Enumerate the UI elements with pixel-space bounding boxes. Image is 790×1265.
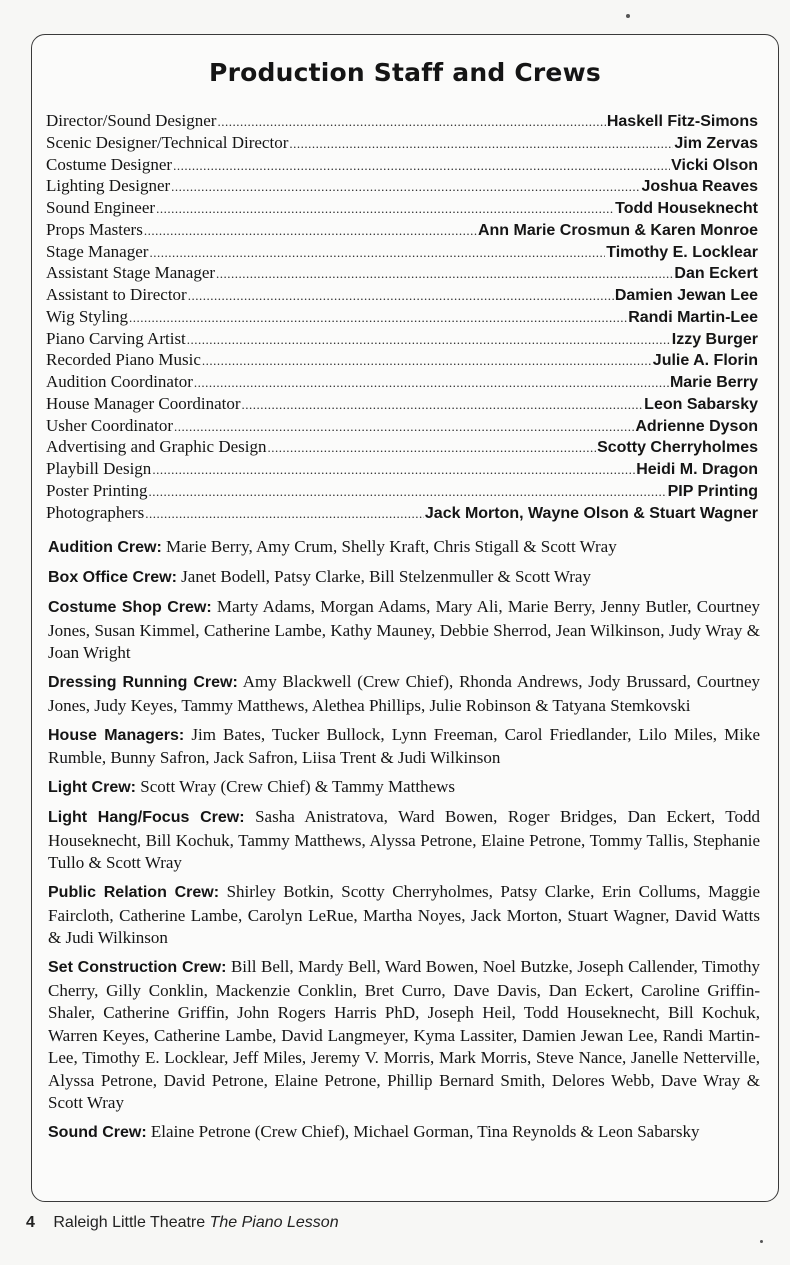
dot-leader [242,394,644,416]
crew-members: Bill Bell, Mardy Bell, Ward Bowen, Noel Butzke, Joseph Callender, Timothy Cherry, Gilly Conklin, Mackenzie Conklin, Bret Curro, Dave Davis, Dan Eckert, Caroline Griffin-Shaler, Catherine Griffin, John Rogers Harris PhD, Joseph Heil, Todd Houseknecht, Bill Kochuk, Warren Keyes, Catherine Lambe, David Langmeyer, Kyma Lassiter, Damien Jewan Lee, Randi Martin-Lee, Timothy E. Locklear, Jeff Miles, Jeremy V. Morris, Mark Morris, Steve Nance, Janelle Netterville, Alyssa Petrone, David Petrone, Elaine Petrone, Phillip Bernard Smith, Delores Webb, Dave Wray & Scott Wray [48,957,761,1112]
staff-name: PIP Printing [667,482,758,500]
crew-paragraph [48,566,760,590]
staff-name: Vicki Olson [671,156,758,174]
crew-members: Amy Blackwell (Crew Chief), Rhonda Andrews, Jody Brussard, Courtney Jones, Judy Keyes, Tammy Matthews, Alethea Phillips, Julie Robinson & Tatyana Stemkovski [48,672,761,715]
crew-label: Dressing Running Crew: [48,674,238,691]
dot-leader [216,263,673,285]
staff-role: Assistant Stage Manager [46,263,216,283]
staff-row [46,175,758,197]
staff-role: Costume Designer [46,154,173,174]
page-number: 4 [26,1214,35,1231]
dot-leader [173,155,670,177]
dot-leader [129,307,627,329]
crew-paragraph [48,956,760,1115]
crew-members: Janet Bodell, Patsy Clarke, Bill Stelzenmuller & Scott Wray [181,567,591,586]
crew-label: Public Relation Crew: [48,884,220,901]
crew-paragraph [48,671,760,717]
dot-leader [267,437,596,459]
crew-paragraph [48,596,760,665]
crew-members: Marty Adams, Morgan Adams, Mary Ali, Marie Berry, Jenny Butler, Courtney Jones, Susan Kimmel, Catherine Lambe, Kathy Mauney, Debbie Sherrod, Jean Wilkinson, Judy Wray & Joan Wright [48,597,760,662]
staff-name: Todd Houseknecht [615,200,758,217]
staff-role: Lighting Designer [46,176,171,196]
dot-leader [144,220,477,242]
crew-members: Scott Wray (Crew Chief) & Tammy Matthews [140,777,456,796]
staff-list [46,110,758,523]
staff-name: Randi Martin-Lee [628,308,758,326]
staff-role: Assistant to Director [46,285,187,304]
page-footer [26,1214,339,1232]
staff-row [46,154,758,176]
staff-role: Advertising and Graphic Design [46,437,267,457]
crew-label: Sound Crew: [48,1124,147,1141]
staff-role: Wig Styling [46,306,128,326]
dot-leader [202,350,652,372]
staff-row [46,436,758,458]
staff-role: Photographers [46,502,145,522]
staff-row [46,393,758,415]
staff-name: Izzy Burger [671,330,758,348]
dot-leader [156,198,614,220]
staff-row [46,328,758,350]
staff-row [46,262,758,284]
staff-role: Stage Manager [46,241,149,261]
dot-leader [149,242,605,264]
staff-role: Director/Sound Designer [46,111,217,130]
staff-row [46,110,758,132]
staff-name: Damien Jewan Lee [614,287,758,304]
crew-members: Shirley Botkin, Scotty Cherryholmes, Patsy Clarke, Erin Collums, Maggie Faircloth, Catherine Lambe, Carolyn LeRue, Martha Noyes, Jack Morton, Stuart Wagner, David Watts & Judi Wilkinson [48,882,761,947]
staff-name: Jack Morton, Wayne Olson & Stuart Wagner [424,504,758,522]
dot-leader [289,133,673,155]
staff-role: Sound Engineer [46,198,156,217]
staff-row [46,306,758,328]
staff-name: Dan Eckert [674,265,758,283]
crew-paragraph [48,724,760,770]
page-title: Production Staff and Crews [209,58,601,87]
staff-name: Scotty Cherryholmes [597,439,758,457]
crew-list [48,536,760,1151]
crew-paragraph [48,881,760,950]
staff-row [46,458,758,480]
staff-row [46,241,758,263]
staff-name: Joshua Reaves [641,178,758,196]
staff-row [46,371,758,393]
scan-speck [760,1240,763,1243]
staff-role: Poster Printing [46,480,148,500]
staff-name: Ann Marie Crosmun & Karen Monroe [477,221,758,239]
dot-leader [188,285,614,307]
staff-role: Audition Coordinator [46,372,193,391]
staff-row [46,502,758,524]
crew-label: House Managers: [48,726,185,744]
dot-leader [187,329,671,351]
crew-label: Light Crew: [48,779,136,796]
dot-leader [174,416,634,438]
staff-role: Scenic Designer/Technical Director [46,132,289,152]
staff-row [46,197,758,219]
crew-members: Jim Bates, Tucker Bullock, Lynn Freeman, Carol Friedlander, Lilo Miles, Mike Rumble, Bunny Safron, Jack Safron, Liisa Trent & Judi Wilkinson [48,724,761,767]
scan-speck [626,14,630,18]
staff-name: Jim Zervas [674,134,758,152]
staff-role: House Manager Coordinator [46,393,241,413]
staff-row [46,415,758,437]
staff-role: Usher Coordinator [46,415,174,435]
staff-name: Leon Sabarsky [644,395,758,413]
crew-label: Box Office Crew: [48,569,177,586]
crew-members: Elaine Petrone (Crew Chief), Michael Gorman, Tina Reynolds & Leon Sabarsky [150,1122,700,1141]
crew-label: Audition Crew: [48,539,162,556]
crew-members: Marie Berry, Amy Crum, Shelly Kraft, Chris Stigall & Scott Wray [166,537,617,556]
staff-row [46,219,758,241]
staff-role: Props Masters [46,219,143,239]
crew-members: Sasha Anistratova, Ward Bowen, Roger Bridges, Dan Eckert, Todd Houseknecht, Bill Kochuk, Tammy Matthews, Alyssa Petrone, Elaine Petrone, Tommy Tallis, Stephanie Tullo & Scott Wray [48,807,761,872]
dot-leader [217,111,605,133]
dot-leader [145,503,424,525]
staff-row [46,349,758,371]
crew-paragraph [48,536,760,560]
staff-name: Timothy E. Locklear [606,243,758,261]
crew-label: Light Hang/Focus Crew: [48,809,245,826]
staff-row [46,480,758,502]
staff-row [46,132,758,154]
theatre-name: Raleigh Little Theatre [53,1214,206,1231]
crew-paragraph [48,776,760,800]
dot-leader [194,372,669,394]
show-title: The Piano Lesson [209,1214,339,1231]
staff-name: Haskell Fitz-Simons [606,113,758,130]
crew-label: Costume Shop Crew: [48,599,212,616]
staff-row [46,284,758,306]
crew-label: Set Construction Crew: [48,959,227,976]
staff-role: Piano Carving Artist [46,328,186,348]
crew-paragraph [48,806,760,875]
staff-name: Marie Berry [669,374,758,391]
crew-paragraph [48,1121,760,1145]
dot-leader [149,481,667,503]
dot-leader [152,459,635,481]
staff-role: Playbill Design [46,459,152,478]
staff-role: Recorded Piano Music [46,350,201,370]
staff-name: Julie A. Florin [652,352,758,370]
dot-leader [171,176,640,198]
staff-name: Heidi M. Dragon [636,461,758,478]
staff-name: Adrienne Dyson [635,417,758,435]
